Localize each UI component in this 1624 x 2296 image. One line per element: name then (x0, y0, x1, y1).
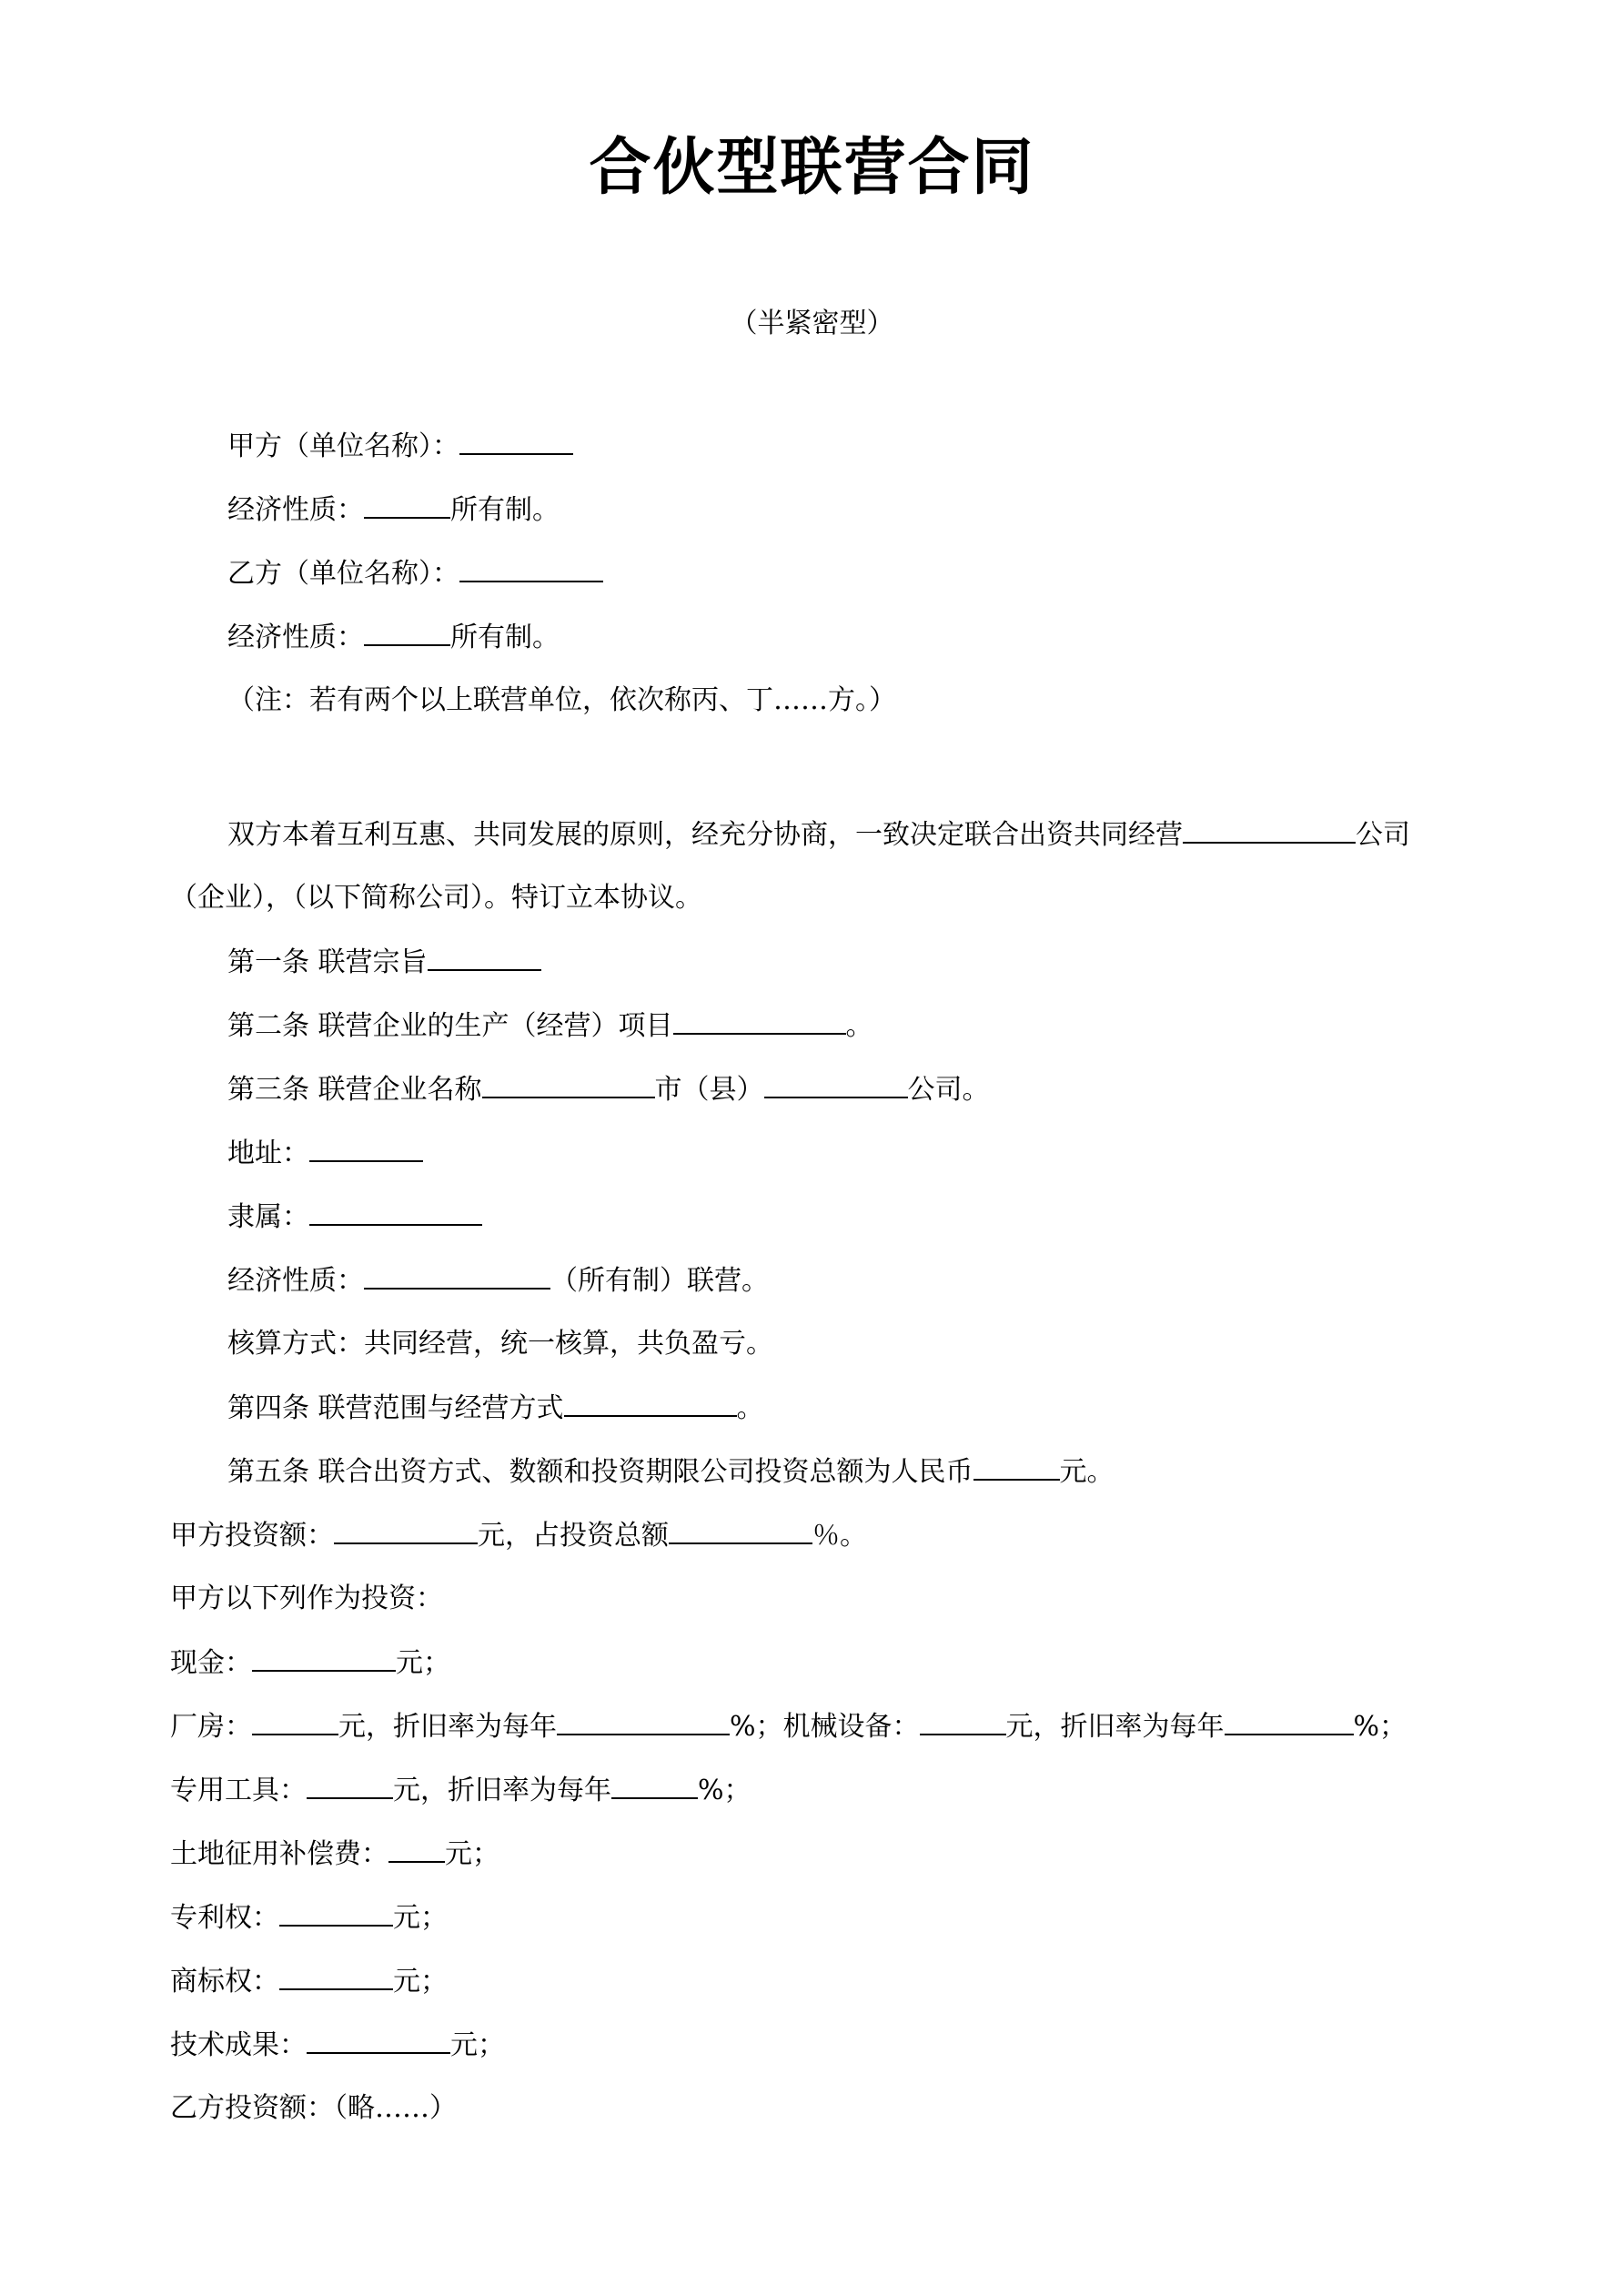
article-3-city-label: 市（县） (654, 1074, 764, 1106)
party-b-econ-suffix: 所有制。 (450, 622, 560, 653)
trademark-label: 商标权： (170, 1966, 279, 1998)
machinery-depr-blank[interactable] (1225, 1708, 1354, 1735)
tools-blank[interactable] (307, 1772, 393, 1799)
party-a-blank[interactable] (459, 428, 573, 455)
note-line: （注：若有两个以上联营单位，依次称丙、丁……方。） (227, 684, 896, 716)
party-b-econ-line (227, 619, 560, 656)
land-blank[interactable] (388, 1836, 445, 1863)
tools-depr-label: 元，折旧率为每年 (393, 1775, 611, 1806)
party-b-line (227, 555, 603, 592)
article-2-end: 。 (845, 1010, 873, 1042)
land-unit: 元； (445, 1838, 499, 1870)
plant-depr-label: 元，折旧率为每年 (338, 1711, 557, 1743)
patent-line (170, 1899, 448, 1937)
article-5-end: 元。 (1059, 1456, 1115, 1488)
party-a-investment-blank[interactable] (334, 1517, 478, 1544)
tech-line (170, 2027, 505, 2064)
party-a-econ-line (227, 491, 560, 529)
party-a-econ-suffix: 所有制。 (450, 494, 560, 526)
intro-line-1 (227, 816, 1410, 854)
party-b-investment: 乙方投资额：（略……） (170, 2092, 457, 2124)
article-3-label: 第三条 联营企业名称 (227, 1074, 482, 1106)
patent-label: 专利权： (170, 1902, 279, 1934)
article-3-end: 公司。 (907, 1074, 990, 1106)
plant-line (170, 1708, 1407, 1745)
intro-text: 双方本着互利互惠、共同发展的原则，经充分协商，一致决定联合出资共同经营 (227, 819, 1183, 851)
party-a-investment (170, 1517, 867, 1554)
tools-end: %； (698, 1775, 751, 1806)
party-b-econ-label: 经济性质： (227, 622, 364, 653)
tech-label: 技术成果： (170, 2029, 307, 2061)
article-1-label: 第一条 联营宗旨 (227, 946, 428, 978)
tools-label: 专用工具： (170, 1775, 307, 1806)
party-a-econ-blank[interactable] (364, 491, 450, 519)
article-3 (227, 1071, 990, 1108)
party-a-investment-label: 甲方投资额： (170, 1520, 334, 1552)
party-b-blank[interactable] (459, 555, 603, 582)
plant-label: 厂房： (170, 1711, 252, 1743)
trademark-unit: 元； (393, 1966, 448, 1998)
party-a-label: 甲方（单位名称）： (227, 430, 459, 462)
intro-line-2: （企业），（以下简称公司）。特订立本协议。 (170, 882, 702, 914)
article-4-label: 第四条 联营范围与经营方式 (227, 1392, 564, 1424)
article-4 (227, 1390, 764, 1427)
machinery-label: %；机械设备： (730, 1711, 920, 1743)
party-a-line (227, 428, 573, 465)
trademark-blank[interactable] (279, 1963, 393, 1990)
article-4-end: 。 (736, 1392, 764, 1424)
machinery-depr-label: 元，折旧率为每年 (1005, 1711, 1225, 1743)
cash-label: 现金： (170, 1647, 252, 1679)
plant-blank[interactable] (252, 1708, 338, 1735)
tech-blank[interactable] (307, 2027, 450, 2054)
article-1 (227, 944, 541, 981)
affiliation-line (227, 1199, 482, 1236)
party-a-investment-end: ％。 (812, 1520, 867, 1552)
cash-unit: 元； (396, 1647, 450, 1679)
address-line (227, 1135, 423, 1172)
accounting-line: 核算方式：共同经营，统一核算，共负盈亏。 (227, 1328, 773, 1360)
article-2 (227, 1007, 873, 1045)
affiliation-blank[interactable] (309, 1199, 482, 1226)
tools-line (170, 1772, 751, 1809)
land-line (170, 1836, 499, 1873)
patent-unit: 元； (393, 1902, 448, 1934)
address-blank[interactable] (309, 1135, 423, 1162)
econ-nature-blank[interactable] (364, 1262, 550, 1290)
document-title: 合伙型联营合同 (589, 132, 1035, 204)
econ-nature-suffix: （所有制）联营。 (550, 1265, 769, 1297)
company-name-blank[interactable] (1183, 816, 1356, 844)
address-label: 地址： (227, 1138, 309, 1169)
land-label: 土地征用补偿费： (170, 1838, 388, 1870)
article-5 (227, 1453, 1115, 1491)
machinery-end: %； (1353, 1711, 1407, 1743)
econ-nature-line (227, 1262, 769, 1300)
article-4-blank[interactable] (564, 1390, 737, 1417)
party-a-econ-label: 经济性质： (227, 494, 364, 526)
trademark-line (170, 1963, 448, 2000)
tech-unit: 元； (450, 2029, 505, 2061)
machinery-blank[interactable] (920, 1708, 1006, 1735)
party-b-label: 乙方（单位名称）： (227, 558, 459, 590)
party-a-percent-blank[interactable] (669, 1517, 812, 1544)
article-3-city-blank[interactable] (482, 1071, 655, 1098)
econ-nature-label: 经济性质： (227, 1265, 364, 1297)
tools-depr-blank[interactable] (611, 1772, 698, 1799)
article-3-company-blank[interactable] (764, 1071, 908, 1098)
article-2-label: 第二条 联营企业的生产（经营）项目 (227, 1010, 673, 1042)
intro-company-suffix: 公司 (1356, 819, 1410, 851)
article-5-total-blank[interactable] (973, 1453, 1060, 1481)
affiliation-label: 隶属： (227, 1201, 309, 1233)
article-1-blank[interactable] (428, 944, 541, 971)
party-a-investment-mid: 元，占投资总额 (478, 1520, 669, 1552)
article-5-label: 第五条 联合出资方式、数额和投资期限公司投资总额为人民币 (227, 1456, 973, 1488)
plant-depr-blank[interactable] (557, 1708, 730, 1735)
cash-blank[interactable] (252, 1644, 396, 1672)
document-subtitle: （半紧密型） (730, 308, 894, 339)
cash-line (170, 1644, 450, 1682)
patent-blank[interactable] (279, 1899, 393, 1927)
party-a-items-heading: 甲方以下列作为投资： (170, 1583, 443, 1614)
party-b-econ-blank[interactable] (364, 619, 450, 646)
article-2-blank[interactable] (673, 1007, 846, 1035)
